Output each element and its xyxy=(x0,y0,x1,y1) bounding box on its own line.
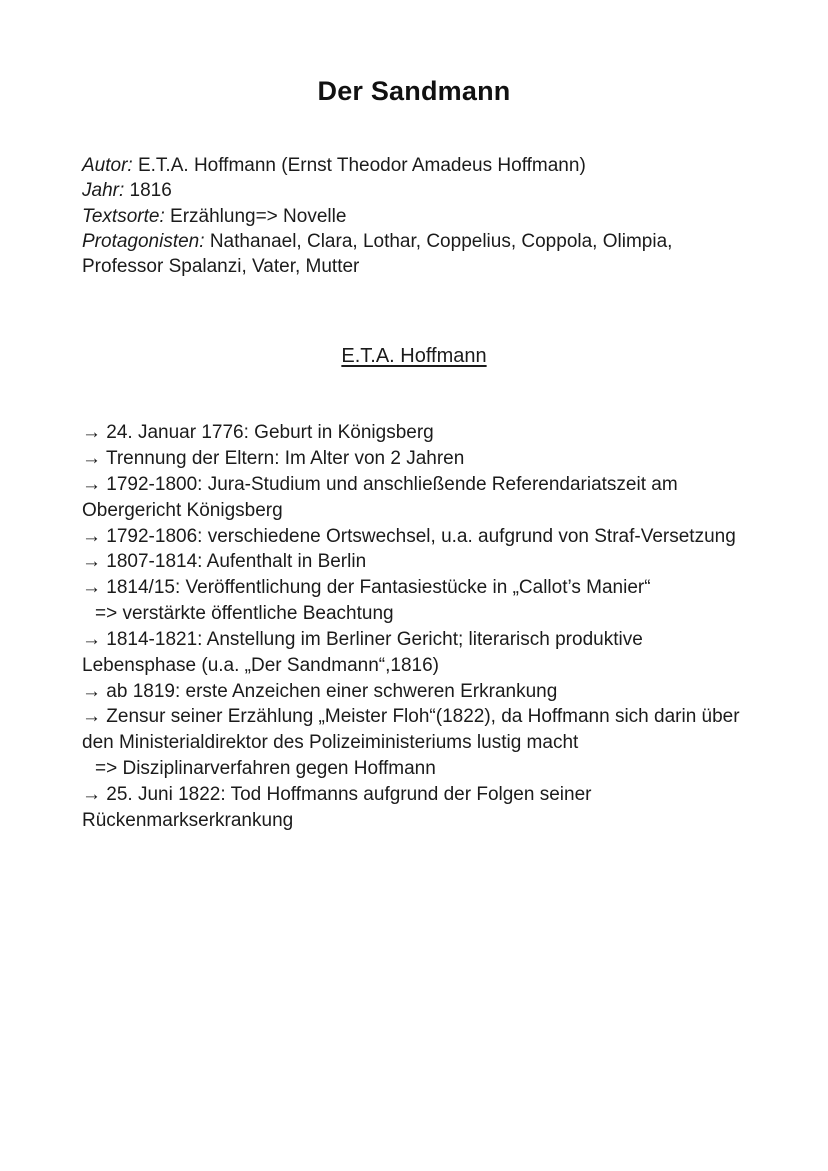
timeline-item xyxy=(82,704,746,756)
timeline-list xyxy=(82,420,746,833)
timeline-item-text: Trennung der Eltern: Im Alter von 2 Jahren xyxy=(105,448,465,470)
meta-value: Erzählung=> Novelle xyxy=(170,205,347,227)
timeline-item xyxy=(82,549,746,575)
meta-block xyxy=(82,153,746,279)
timeline-item-text: 25. Juni 1822: Tod Hoffmanns aufgrund der Folgen seiner Rückenmarkserkrankung xyxy=(82,783,592,831)
timeline-item xyxy=(82,601,746,627)
timeline-item xyxy=(82,575,746,601)
arrow-bullet-icon: → xyxy=(82,422,101,444)
arrow-bullet-icon: → xyxy=(82,577,101,599)
arrow-bullet-icon: → xyxy=(82,680,101,702)
meta-line xyxy=(82,204,746,229)
meta-line xyxy=(82,178,746,203)
timeline-item-text: 24. Januar 1776: Geburt in Königsberg xyxy=(106,422,434,444)
meta-label: Textsorte: xyxy=(82,205,165,227)
timeline-item xyxy=(82,627,746,679)
page-title: Der Sandmann xyxy=(317,76,511,106)
meta-label: Autor: xyxy=(82,155,133,176)
meta-label: Protagonisten: xyxy=(82,230,205,252)
timeline-item xyxy=(82,679,746,705)
timeline-item xyxy=(82,446,746,472)
meta-value: 1816 xyxy=(129,180,172,202)
timeline-item-text: ab 1819: erste Anzeichen einer schweren Erkrankung xyxy=(106,680,558,702)
timeline-item-text: Zensur seiner Erzählung „Meister Floh“(1822), da Hoffmann sich darin über den Ministerialdirektor des Polizeiministeriums lustig macht xyxy=(82,706,740,754)
meta-line xyxy=(82,229,746,280)
timeline-item-text: Disziplinarverfahren gegen Hoffmann xyxy=(122,758,436,780)
arrow-bullet-icon: → xyxy=(82,628,101,650)
timeline-item-text: 1807-1814: Aufenthalt in Berlin xyxy=(106,551,367,573)
timeline-item-text: 1792-1800: Jura-Studium und anschließende Referendariatszeit am Obergericht Königsberg xyxy=(82,473,678,521)
arrow-bullet-icon: → xyxy=(82,448,101,470)
timeline-item xyxy=(82,524,746,550)
timeline-item-text: verstärkte öffentliche Beachtung xyxy=(122,603,394,625)
meta-label: Jahr: xyxy=(82,180,125,202)
arrow-bullet-icon: → xyxy=(82,551,101,573)
arrow-bullet-icon: → xyxy=(82,783,101,805)
meta-value: Nathanael, Clara, Lothar, Coppelius, Coppola, Olimpia, Professor Spalanzi, Vater, Mutter xyxy=(82,230,673,278)
arrow-bullet-icon: → xyxy=(82,525,101,547)
timeline-item xyxy=(82,420,746,446)
timeline-item-text: 1792-1806: verschiedene Ortswechsel, u.a. aufgrund von Straf-Versetzung xyxy=(106,525,736,547)
arrow-bullet-icon: → xyxy=(82,706,101,728)
double-arrow-bullet-icon: => xyxy=(95,758,118,780)
timeline-item-text: 1814-1821: Anstellung im Berliner Gericht; literarisch produktive Lebensphase (u.a. „Der Sandmann“,1816) xyxy=(82,628,643,676)
timeline-item xyxy=(82,756,746,782)
timeline-item xyxy=(82,782,746,834)
meta-line xyxy=(82,153,746,178)
meta-value: E.T.A. Hoffmann (Ernst Theodor Amadeus Hoffmann) xyxy=(137,155,586,176)
section-heading: E.T.A. Hoffmann xyxy=(341,345,487,368)
arrow-bullet-icon: → xyxy=(82,473,101,495)
timeline-item-text: 1814/15: Veröffentlichung der Fantasiestücke in „Callot’s Manier“ xyxy=(106,577,651,599)
double-arrow-bullet-icon: => xyxy=(95,603,118,625)
timeline-item xyxy=(82,472,746,524)
